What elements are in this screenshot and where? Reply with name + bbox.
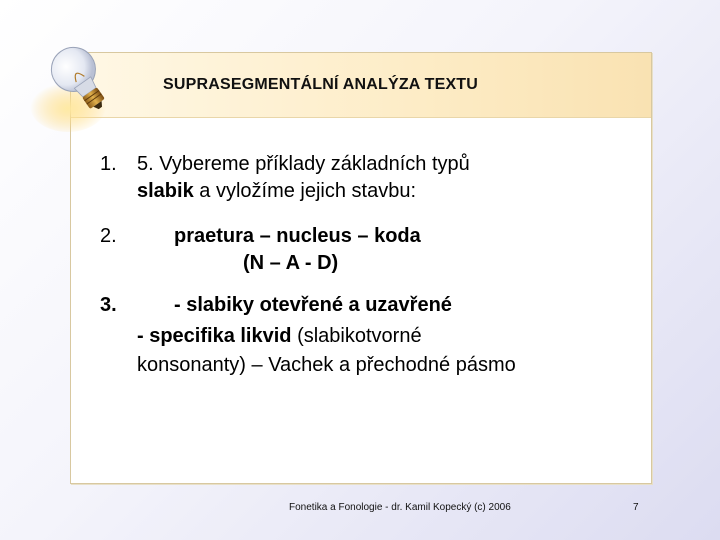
slide-frame	[70, 52, 652, 484]
item-text-line1: - slabiky otevřené a uzavřené	[174, 294, 452, 316]
item-text-line1: praetura – nucleus – koda	[174, 225, 421, 247]
item-text-line3: konsonanty) – Vachek a přechodné pásmo	[137, 354, 516, 376]
page-number: 7	[633, 502, 639, 513]
item-text-line1: 5. Vybereme příklady základních typů	[137, 153, 470, 175]
item-number: 1.	[100, 153, 117, 175]
item-text-line2	[137, 325, 422, 348]
item-number: 3.	[100, 294, 117, 316]
item-number: 2.	[100, 225, 117, 247]
title-band	[71, 53, 651, 118]
item-bold-text: - specifika likvid	[137, 325, 292, 347]
slide-title: SUPRASEGMENTÁLNÍ ANALÝZA TEXTU	[163, 76, 479, 93]
slide-footer: Fonetika a Fonologie - dr. Kamil Kopecký (c) 2006	[289, 502, 511, 513]
light-bulb-icon	[28, 36, 148, 136]
item-bold-text: slabik	[137, 180, 194, 202]
item-text-line2	[137, 180, 416, 203]
item-rest-text: a vyložíme jejich stavbu:	[193, 180, 417, 202]
item-text-line2: (N – A - D)	[243, 252, 339, 274]
item-rest-text: (slabikotvorné	[291, 325, 422, 347]
